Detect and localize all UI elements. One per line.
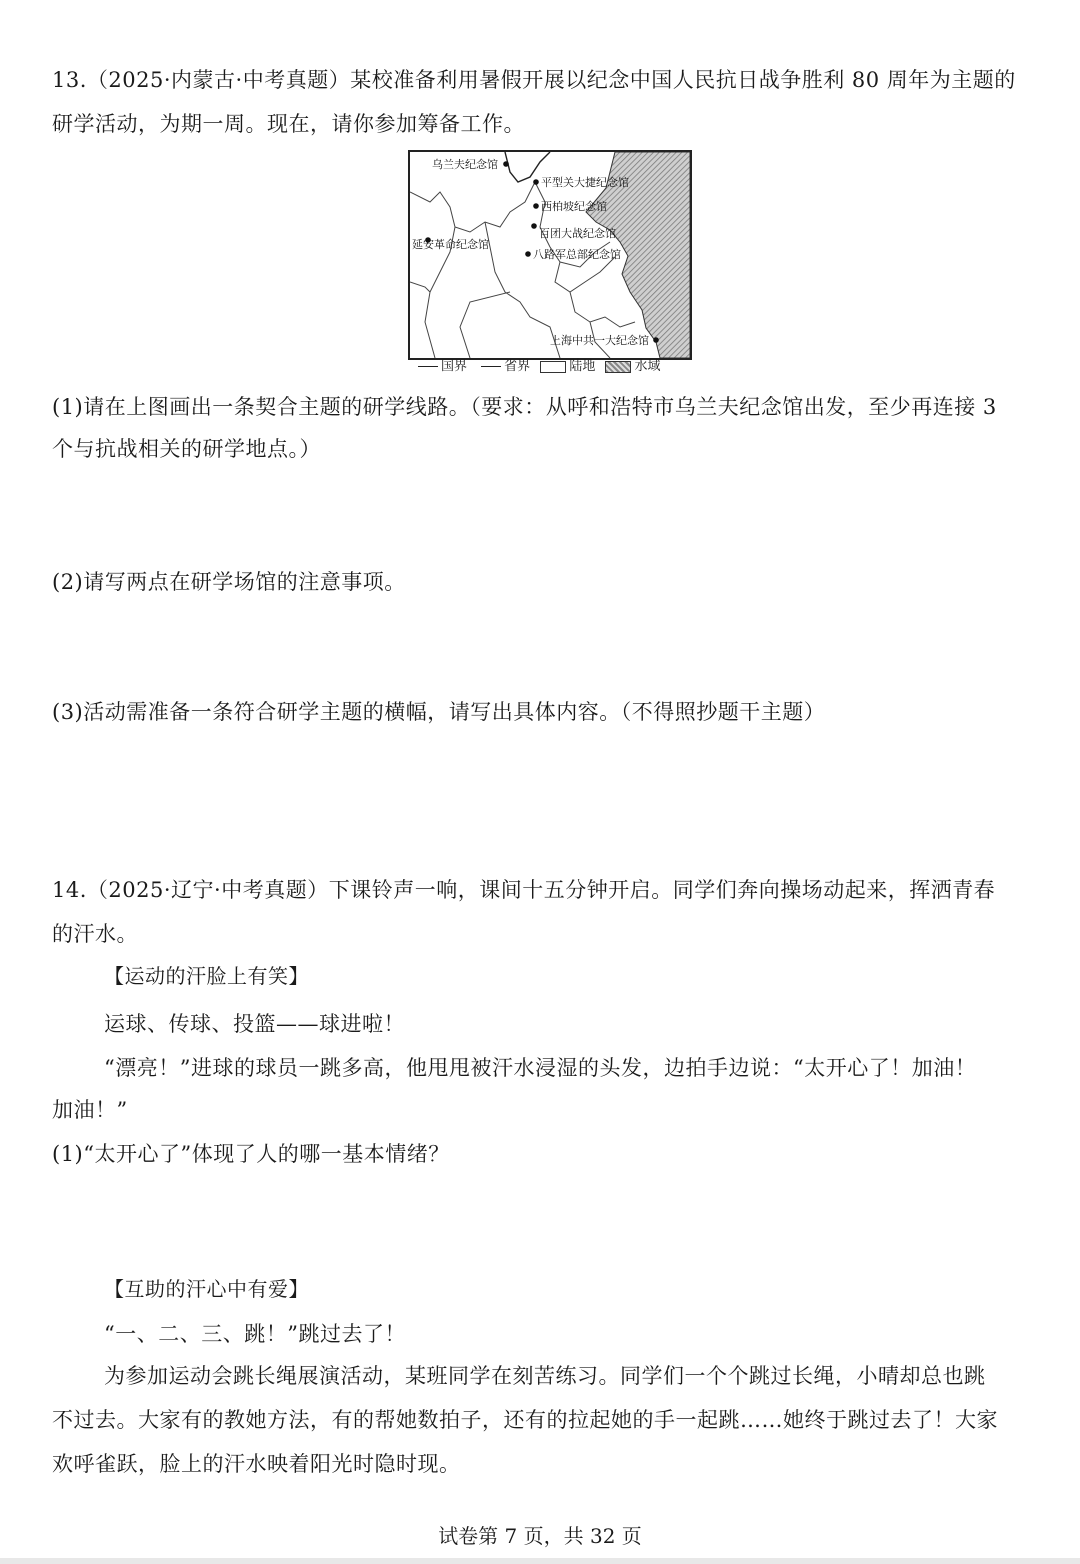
marker-xibaipo [533, 203, 539, 209]
q13-stem-line-1: 13.（2025·内蒙古·中考真题）某校准备利用暑假开展以纪念中国人民抗日战争胜利 80 周年为主题的 [52, 68, 1016, 92]
marker-shanghai [653, 337, 659, 343]
label-baituan: 百团大战纪念馆 [539, 227, 616, 240]
bottom-edge [0, 1558, 1080, 1564]
map-legend [418, 358, 660, 376]
label-balujun: 八路军总部纪念馆 [533, 248, 621, 261]
land-swatch [540, 361, 566, 373]
q14-section2-paragraph-1: “一、二、三、跳！”跳过去了！ [104, 1322, 406, 1346]
q13-part3: (3)活动需准备一条符合研学主题的横幅，请写出具体内容。（不得照抄题干主题） [52, 700, 826, 724]
q14-section2-paragraph-2-line-1: 为参加运动会跳长绳展演活动，某班同学在刻苦练习。同学们一个个跳过长绳，小晴却总也跳 [104, 1364, 986, 1388]
label-xibaipo: 西柏坡纪念馆 [541, 200, 607, 213]
q14-section2-paragraph-2-line-2: 不过去。大家有的教她方法，有的帮她数拍子，还有的拉起她的手一起跳……她终于跳过去了！大家 [52, 1408, 998, 1432]
q14-section1-paragraph-2-line-2: 加油！” [52, 1098, 128, 1122]
q14-section2-paragraph-2-line-3: 欢呼雀跃，脸上的汗水映着阳光时隐时现。 [52, 1452, 461, 1476]
label-yanan: 延安革命纪念馆 [412, 238, 489, 251]
q14-stem-line-1: 14.（2025·辽宁·中考真题）下课铃声一响，课间十五分钟开启。同学们奔向操场动起来，挥洒青春 [52, 878, 996, 902]
q13-part2: (2)请写两点在研学场馆的注意事项。 [52, 570, 406, 594]
q13-part1-line-1: (1)请在上图画出一条契合主题的研学线路。（要求：从呼和浩特市乌兰夫纪念馆出发，至少再连接 3 [52, 395, 997, 419]
water-swatch [605, 361, 631, 373]
q13-stem-line-2: 研学活动，为期一周。现在，请你参加筹备工作。 [52, 112, 525, 136]
page-footer: 试卷第 7 页，共 32 页 [438, 1524, 642, 1548]
q14-section2-title: 【互助的汗心中有爱】 [104, 1277, 309, 1301]
label-pingxingguan: 平型关大捷纪念馆 [541, 176, 629, 189]
q14-section1-paragraph-2-line-1: “漂亮！”进球的球员一跳多高，他甩甩被汗水浸湿的头发，边拍手边说：“太开心了！加油！ [104, 1056, 977, 1080]
marker-pingxingguan [533, 179, 539, 185]
research-route-map[interactable] [408, 150, 692, 360]
label-wulanfu: 乌兰夫纪念馆 [432, 158, 498, 171]
legend-border-label: 国界 [441, 359, 468, 374]
label-shanghai: 上海中共一大纪念馆 [550, 334, 649, 347]
q14-section1-title: 【运动的汗脸上有笑】 [104, 964, 309, 988]
national-border-legend-line [418, 366, 438, 367]
q14-part1: (1)“太开心了”体现了人的哪一基本情绪？ [52, 1142, 450, 1166]
q14-section1-paragraph-1: 运球、传球、投篮——球进啦！ [104, 1012, 405, 1036]
legend-water-label: 水域 [634, 359, 661, 374]
legend-province-label: 省界 [504, 359, 531, 374]
q14-stem-line-2: 的汗水。 [52, 922, 138, 946]
marker-balujun [525, 251, 531, 257]
q13-part1-line-2: 个与抗战相关的研学地点。） [52, 437, 321, 461]
legend-land-label: 陆地 [569, 359, 596, 374]
province-border-legend-line [481, 366, 501, 367]
marker-wulanfu [503, 161, 509, 167]
marker-baituan [531, 223, 537, 229]
